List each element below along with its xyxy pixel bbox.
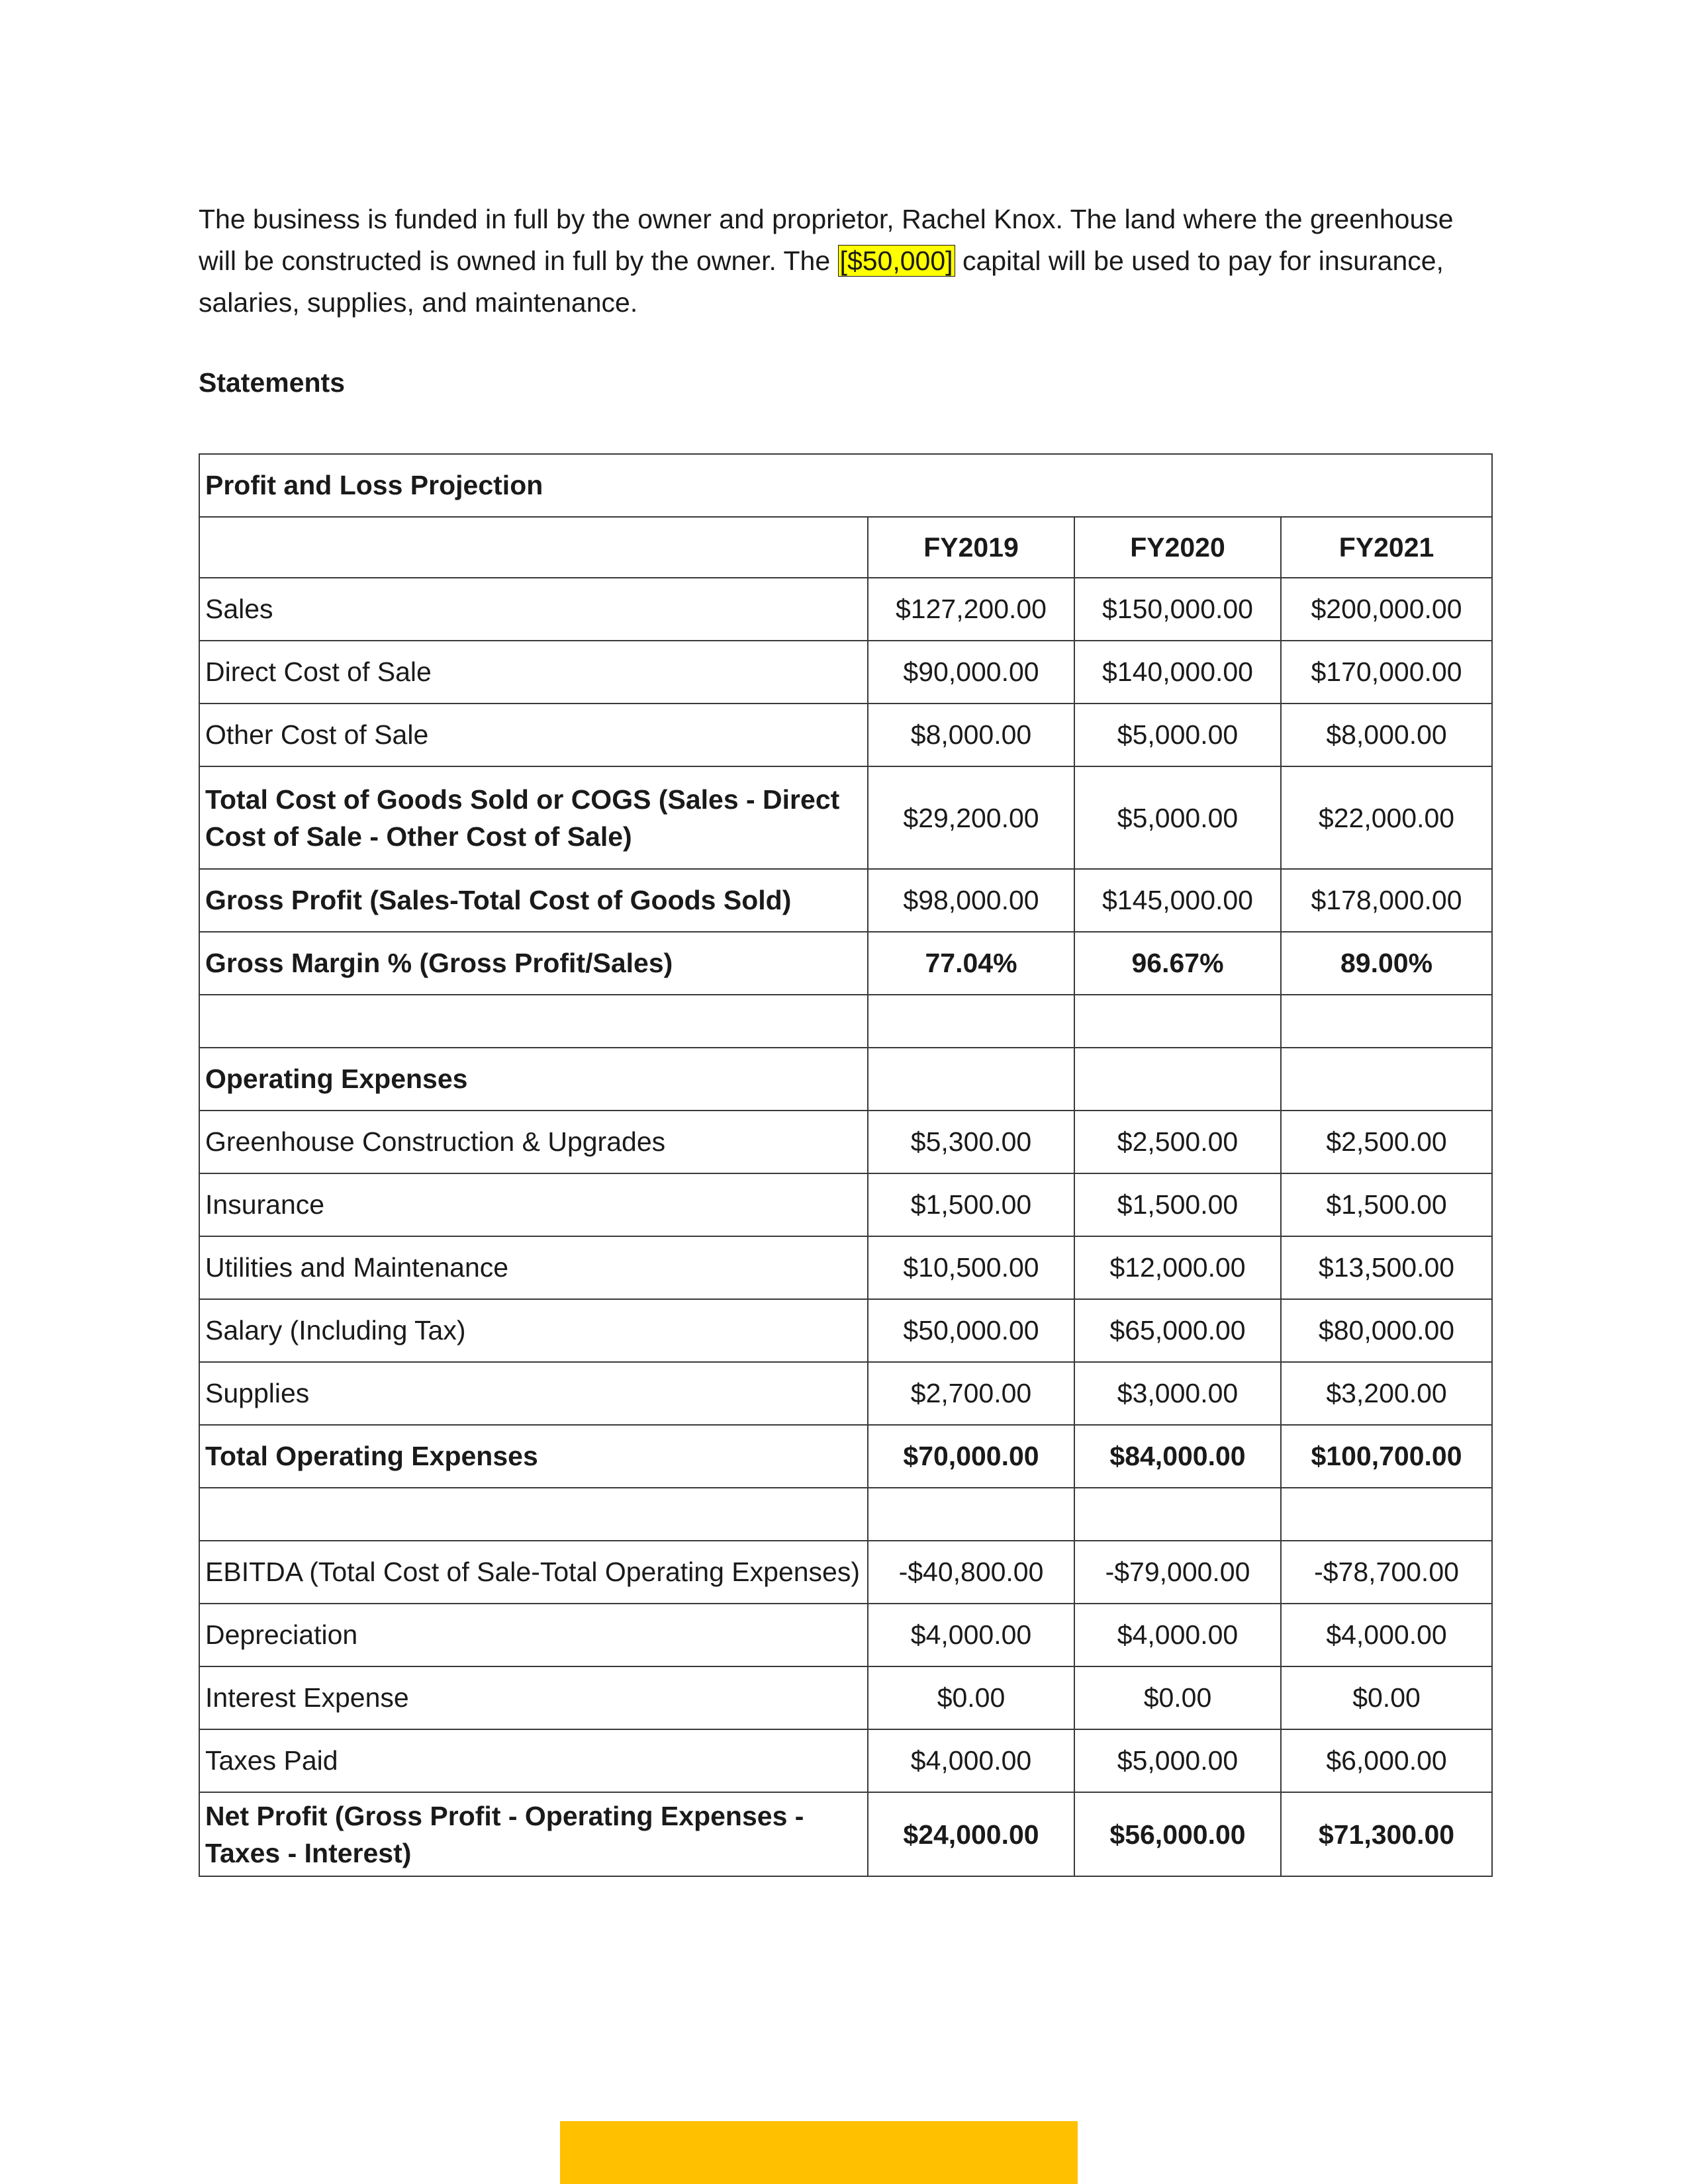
intro-text-start: The business is funded in full by the owner and proprietor, Rachel Knox. The land where the greenhouse will be constructed is owned in full by the owner. The: [199, 204, 1454, 276]
column-header-fy2019: FY2019: [868, 517, 1074, 578]
table-row: [199, 869, 1492, 932]
cell-fy2021: $22,000.00: [1281, 766, 1492, 869]
cell-fy2021: $4,000.00: [1281, 1604, 1492, 1666]
cell-fy2019: $50,000.00: [868, 1299, 1074, 1362]
profit-loss-table: [199, 453, 1493, 1877]
row-label: [199, 1488, 868, 1541]
cell-fy2021: $0.00: [1281, 1666, 1492, 1729]
table-row: [199, 1604, 1492, 1666]
cell-fy2019: [868, 1048, 1074, 1111]
table-row: [199, 932, 1492, 995]
cell-fy2019: $127,200.00: [868, 578, 1074, 641]
table-row: [199, 766, 1492, 869]
cell-fy2021: $1,500.00: [1281, 1173, 1492, 1236]
row-label: Depreciation: [199, 1604, 868, 1666]
cell-fy2019: $29,200.00: [868, 766, 1074, 869]
row-label: Salary (Including Tax): [199, 1299, 868, 1362]
cell-fy2021: $100,700.00: [1281, 1425, 1492, 1488]
cell-fy2020: [1074, 1488, 1281, 1541]
cell-fy2020: $56,000.00: [1074, 1792, 1281, 1876]
table-row: [199, 1541, 1492, 1604]
cell-fy2020: $3,000.00: [1074, 1362, 1281, 1425]
cell-fy2019: -$40,800.00: [868, 1541, 1074, 1604]
cell-fy2021: $8,000.00: [1281, 704, 1492, 766]
cell-fy2021: $80,000.00: [1281, 1299, 1492, 1362]
table-row: [199, 1111, 1492, 1173]
table-row: [199, 1299, 1492, 1362]
cell-fy2020: $2,500.00: [1074, 1111, 1281, 1173]
cell-fy2021: [1281, 1488, 1492, 1541]
row-label: Direct Cost of Sale: [199, 641, 868, 704]
cell-fy2019: [868, 995, 1074, 1048]
cell-fy2019: $1,500.00: [868, 1173, 1074, 1236]
cell-fy2020: $4,000.00: [1074, 1604, 1281, 1666]
cell-fy2019: 77.04%: [868, 932, 1074, 995]
table-row-net-profit: [199, 1792, 1492, 1876]
cell-fy2020: $84,000.00: [1074, 1425, 1281, 1488]
cell-fy2021: $170,000.00: [1281, 641, 1492, 704]
row-label: Operating Expenses: [199, 1048, 868, 1111]
cell-fy2020: $1,500.00: [1074, 1173, 1281, 1236]
row-label: Gross Margin % (Gross Profit/Sales): [199, 932, 868, 995]
table-row: [199, 1236, 1492, 1299]
table-row: [199, 1362, 1492, 1425]
cell-fy2019: $70,000.00: [868, 1425, 1074, 1488]
cell-fy2020: $0.00: [1074, 1666, 1281, 1729]
table-row: [199, 1729, 1492, 1792]
statements-heading: Statements: [199, 367, 346, 398]
table-row: [199, 1666, 1492, 1729]
row-label: Total Cost of Goods Sold or COGS (Sales - Direct Cost of Sale - Other Cost of Sale): [199, 766, 868, 869]
cell-fy2021: $2,500.00: [1281, 1111, 1492, 1173]
row-label: Taxes Paid: [199, 1729, 868, 1792]
cell-fy2021: $200,000.00: [1281, 578, 1492, 641]
intro-paragraph: [199, 199, 1496, 324]
cell-fy2020: 96.67%: [1074, 932, 1281, 995]
cell-fy2020: -$79,000.00: [1074, 1541, 1281, 1604]
row-label: Supplies: [199, 1362, 868, 1425]
cell-fy2021: $13,500.00: [1281, 1236, 1492, 1299]
cell-fy2019: $24,000.00: [868, 1792, 1074, 1876]
footer-accent-bar: [560, 2121, 1078, 2184]
table-row: [199, 641, 1492, 704]
table-row: [199, 1173, 1492, 1236]
cell-fy2020: [1074, 995, 1281, 1048]
cell-fy2020: $5,000.00: [1074, 766, 1281, 869]
row-label: Other Cost of Sale: [199, 704, 868, 766]
header-blank-cell: [199, 517, 868, 578]
row-label: Interest Expense: [199, 1666, 868, 1729]
cell-fy2020: $5,000.00: [1074, 704, 1281, 766]
cell-fy2019: $5,300.00: [868, 1111, 1074, 1173]
cell-fy2021: $71,300.00: [1281, 1792, 1492, 1876]
cell-fy2020: $5,000.00: [1074, 1729, 1281, 1792]
capital-amount-highlight: [$50,000]: [838, 245, 955, 277]
cell-fy2021: $6,000.00: [1281, 1729, 1492, 1792]
cell-fy2021: $178,000.00: [1281, 869, 1492, 932]
cell-fy2019: $4,000.00: [868, 1604, 1074, 1666]
cell-fy2020: $140,000.00: [1074, 641, 1281, 704]
table-row-spacer: [199, 995, 1492, 1048]
cell-fy2019: $10,500.00: [868, 1236, 1074, 1299]
cell-fy2021: $3,200.00: [1281, 1362, 1492, 1425]
cell-fy2019: [868, 1488, 1074, 1541]
column-header-fy2020: FY2020: [1074, 517, 1281, 578]
table-row: [199, 578, 1492, 641]
cell-fy2020: $65,000.00: [1074, 1299, 1281, 1362]
cell-fy2020: $145,000.00: [1074, 869, 1281, 932]
cell-fy2019: $4,000.00: [868, 1729, 1074, 1792]
cell-fy2019: $8,000.00: [868, 704, 1074, 766]
cell-fy2020: $150,000.00: [1074, 578, 1281, 641]
cell-fy2019: $2,700.00: [868, 1362, 1074, 1425]
table-row-section-header: [199, 1048, 1492, 1111]
table-row-spacer: [199, 1488, 1492, 1541]
row-label: Net Profit (Gross Profit - Operating Expenses - Taxes - Interest): [199, 1792, 868, 1876]
cell-fy2020: [1074, 1048, 1281, 1111]
table-row: [199, 704, 1492, 766]
cell-fy2021: -$78,700.00: [1281, 1541, 1492, 1604]
cell-fy2019: $98,000.00: [868, 869, 1074, 932]
row-label: Greenhouse Construction & Upgrades: [199, 1111, 868, 1173]
row-label: Total Operating Expenses: [199, 1425, 868, 1488]
row-label: Gross Profit (Sales-Total Cost of Goods Sold): [199, 869, 868, 932]
row-label: Sales: [199, 578, 868, 641]
row-label: [199, 995, 868, 1048]
table-title: Profit and Loss Projection: [199, 454, 1492, 517]
cell-fy2019: $90,000.00: [868, 641, 1074, 704]
table-row-total: [199, 1425, 1492, 1488]
table-header-row: [199, 517, 1492, 578]
cell-fy2020: $12,000.00: [1074, 1236, 1281, 1299]
row-label: Utilities and Maintenance: [199, 1236, 868, 1299]
cell-fy2021: 89.00%: [1281, 932, 1492, 995]
column-header-fy2021: FY2021: [1281, 517, 1492, 578]
cell-fy2019: $0.00: [868, 1666, 1074, 1729]
table-title-row: [199, 454, 1492, 517]
cell-fy2021: [1281, 1048, 1492, 1111]
intro-text-end: capital will be used to pay for insurance, salaries, supplies, and maintenance.: [199, 246, 1444, 318]
row-label: Insurance: [199, 1173, 868, 1236]
cell-fy2021: [1281, 995, 1492, 1048]
row-label: EBITDA (Total Cost of Sale-Total Operating Expenses): [199, 1541, 868, 1604]
